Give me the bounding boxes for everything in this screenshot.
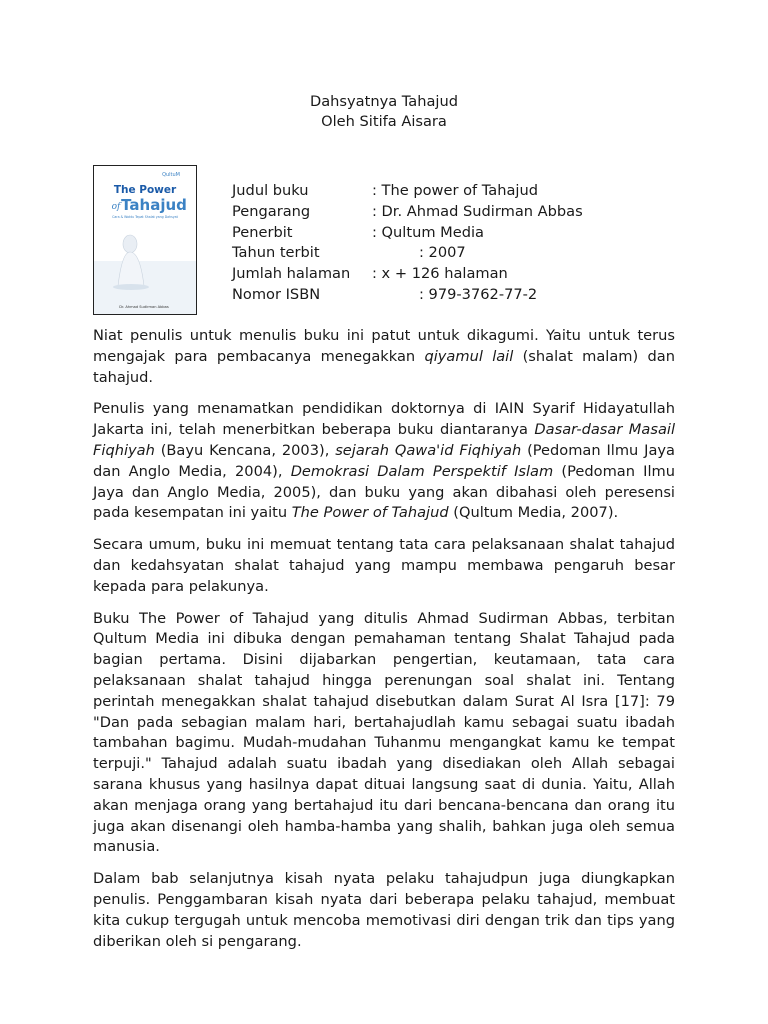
meta-label: Pengarang [232, 202, 311, 220]
meta-value: : 2007 [419, 244, 466, 262]
paragraph-1: Niat penulis untuk menulis buku ini patut untuk dikagumi. Yaitu untuk terus mengajak para pembacanya menegakkan qiyamul lail (shalat malam) dan tahajud. [93, 327, 675, 386]
meta-label: Jumlah halaman [232, 265, 351, 283]
meta-value: : Dr. Ahmad Sudirman Abbas [372, 202, 583, 220]
paragraph-2: Penulis yang menamatkan pendidikan doktornya di IAIN Syarif Hidayatullah Jakarta ini, telah menerbitkan beberapa buku diantaranya Dasar-dasar Masail Fiqhiyah (Bayu Kencana, 2003), sejarah Qawa'id Fiqhiyah (Pedoman Ilmu Jaya dan Anglo Media, 2004), Demokrasi Dalam Perspektif Islam (Pedoman Ilmu Jaya dan Anglo Media, 2005), dan buku yang akan dibahasi oleh peresensi pada kesempatan ini yaitu The Power of Tahajud (Qultum Media, 2007). [93, 400, 676, 522]
title-line-2: Oleh Sitifa Aisara [321, 113, 447, 130]
cover-title-small: The Power [113, 184, 177, 196]
meta-value: : x + 126 halaman [372, 265, 508, 283]
book-cover-image [93, 165, 197, 315]
cover-title-big: Tahajud [121, 196, 187, 214]
title-line-1: Dahsyatnya Tahajud [309, 93, 458, 110]
meta-label: Nomor ISBN [232, 285, 321, 303]
cover-title-of: of [111, 202, 121, 212]
meta-value: : 979-3762-77-2 [419, 285, 538, 303]
meta-row-title [232, 181, 583, 202]
paragraph-4: Buku The Power of Tahajud yang ditulis Ahmad Sudirman Abbas, terbitan Qultum Media ini dibuka dengan pemahaman tentang Shalat Tahajud pada bagian pertama. Disini dijabarkan pengertian, keutamaan, tata cara pelaksanaan shalat tahajud hingga perenungan soal shalat ini. Tentang perintah menegakkan shalat tahajud disebutkan dalam Surat Al Isra [17]: 79 "Dan pada sebagian malam hari, bertahajudlah kamu sebagai suatu ibadah tambahan bagimu. Mudah-mudahan Tuhanmu mengangkat kamu ke tempat terpuji." Tahajud adalah suatu ibadah yang disediakan oleh Allah sebagai sarana khusus yang hasilnya dapat dituai langsung saat di dunia. Yaitu, Allah akan menjaga orang yang bertahajud itu dari bencana-bencana dan orang itu juga akan disenangi oleh hamba-hamba yang shalih, bahkan juga oleh semua manusia. [93, 609, 675, 856]
meta-label: Judul buku [232, 182, 309, 199]
cover-subtitle: Cara & Waktu Tepat Shalat yang Dahsyat [112, 215, 178, 219]
meta-row-pages [232, 264, 583, 285]
paragraph-3: Secara umum, buku ini memuat tentang tata cara pelaksanaan shalat tahajud dan kedahsyatan shalat tahajud yang mampu membawa pengaruh besar kepada para pelakunya. [93, 536, 675, 595]
publisher-logo: QultuM [162, 172, 180, 178]
meta-label: Tahun terbit [232, 244, 320, 262]
cover-author: Dr. Ahmad Sudirman Abbas [119, 305, 169, 309]
book-metadata [232, 181, 583, 306]
meta-row-publisher [232, 223, 583, 244]
document-title [0, 92, 768, 132]
meta-label: Penerbit [232, 223, 293, 241]
meta-row-year [232, 243, 583, 264]
paragraph-5: Dalam bab selanjutnya kisah nyata pelaku tahajudpun juga diungkapkan penulis. Penggambaran kisah nyata dari beberapa pelaku tahajud, membuat kita cukup tergugah untuk mencoba memotivasi diri dengan trik dan tips yang diberikan oleh si pengarang. [93, 870, 675, 950]
meta-value: : Qultum Media [372, 223, 485, 241]
meta-value: : The power of Tahajud [372, 182, 538, 199]
meta-row-isbn [232, 285, 583, 306]
review-body [93, 326, 675, 963]
meta-row-author [232, 202, 583, 223]
